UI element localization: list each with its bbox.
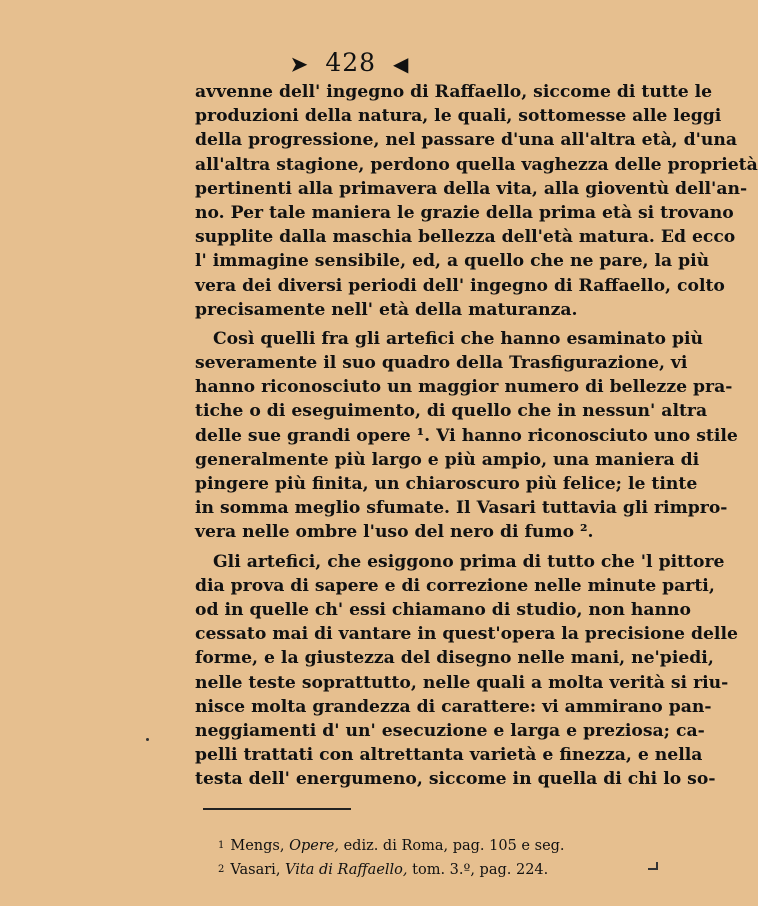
footnote-divider xyxy=(203,808,351,810)
footnote-author: Mengs, xyxy=(230,838,285,854)
paragraph-1 xyxy=(195,80,758,322)
text-line: pingere più finita, un chiaroscuro più felice; le tinte xyxy=(195,474,698,494)
text-line: generalmente più largo e più ampio, una maniera di xyxy=(195,449,700,470)
footnote-author: Vasari, xyxy=(230,862,281,878)
text-line: delle sue grandi opere ¹. Vi hanno riconosciuto uno stile xyxy=(195,425,738,446)
text-line: dia prova di sapere e di correzione nelle minute parti, xyxy=(195,575,715,596)
text-line: supplite dalla maschia bellezza dell'età matura. Ed ecco xyxy=(195,227,736,248)
text-line: testa dell' energumeno, siccome in quella di chi lo so- xyxy=(195,769,716,790)
page-number: 428 xyxy=(325,48,377,77)
footnote-number: 1 xyxy=(218,840,225,851)
footnotes xyxy=(218,834,565,882)
corner-mark xyxy=(648,862,658,870)
footnote-reference: ediz. di Roma, pag. 105 e seg. xyxy=(343,838,565,854)
text-line: forme, e la giustezza del disegno nelle mani, ne'piedi, xyxy=(195,648,714,669)
text-line: neggiamenti d' un' esecuzione e larga e preziosa; ca- xyxy=(195,720,705,741)
text-line: all'altra stagione, perdono quella vaghezza delle proprietà xyxy=(195,154,758,175)
text-line: avvenne dell' ingegno di Raffaello, siccome di tutte le xyxy=(195,82,713,102)
footnote xyxy=(218,858,565,882)
text-line: vera dei diversi periodi dell' ingegno di Raffaello, colto xyxy=(195,275,725,296)
text-line: od in quelle ch' essi chiamano di studio, non hanno xyxy=(195,599,691,620)
text-line: in somma meglio sfumate. Il Vasari tuttavia gli rimpro- xyxy=(195,498,728,519)
page-header xyxy=(0,48,700,77)
text-line: della progressione, nel passare d'una all'altra età, d'una xyxy=(195,130,738,151)
pointing-hand-icon: ➤ xyxy=(290,52,309,76)
footnote-reference: tom. 3.º, pag. 224. xyxy=(412,862,549,878)
ink-speck xyxy=(146,738,149,741)
text-line: nelle teste soprattutto, nelle quali a molta verità si riu- xyxy=(195,672,729,693)
text-line: tiche o di eseguimento, di quello che in nessun' altra xyxy=(195,401,708,422)
text-line: pertinenti alla primavera della vita, alla gioventù dell'an- xyxy=(195,178,748,199)
text-line: produzioni della natura, le quali, sottomesse alle leggi xyxy=(195,106,722,127)
text-line: vera nelle ombre l'uso del nero di fumo ². xyxy=(195,522,594,543)
footnote-title: Opere, xyxy=(289,838,339,854)
text-line: hanno riconosciuto un maggior numero di bellezze pra- xyxy=(195,377,733,398)
footnote-number: 2 xyxy=(218,864,225,875)
footnote xyxy=(218,834,565,858)
body-text xyxy=(195,80,758,791)
text-line: Così quelli fra gli artefici che hanno esaminato più xyxy=(213,328,704,349)
paragraph-2 xyxy=(195,327,738,545)
text-line: pelli trattati con altrettanta varietà e finezza, e nella xyxy=(195,745,703,766)
footnote-title: Vita di Raffaello, xyxy=(285,862,408,878)
text-line: cessato mai di vantare in quest'opera la precisione delle xyxy=(195,624,738,645)
paragraph-3 xyxy=(195,550,738,792)
text-line: precisamente nell' età della maturanza. xyxy=(195,299,578,320)
text-line: nisce molta grandezza di carattere: vi ammirano pan- xyxy=(195,696,712,717)
text-line: severamente il suo quadro della Trasfigurazione, vi xyxy=(195,353,688,374)
pointing-hand-icon: ◀ xyxy=(393,52,410,76)
text-line: l' immagine sensibile, ed, a quello che ne pare, la più xyxy=(195,251,710,272)
text-line: no. Per tale maniera le grazie della prima età si trovano xyxy=(195,202,734,223)
text-line: Gli artefici, che esiggono prima di tutto che 'l pittore xyxy=(213,551,725,572)
